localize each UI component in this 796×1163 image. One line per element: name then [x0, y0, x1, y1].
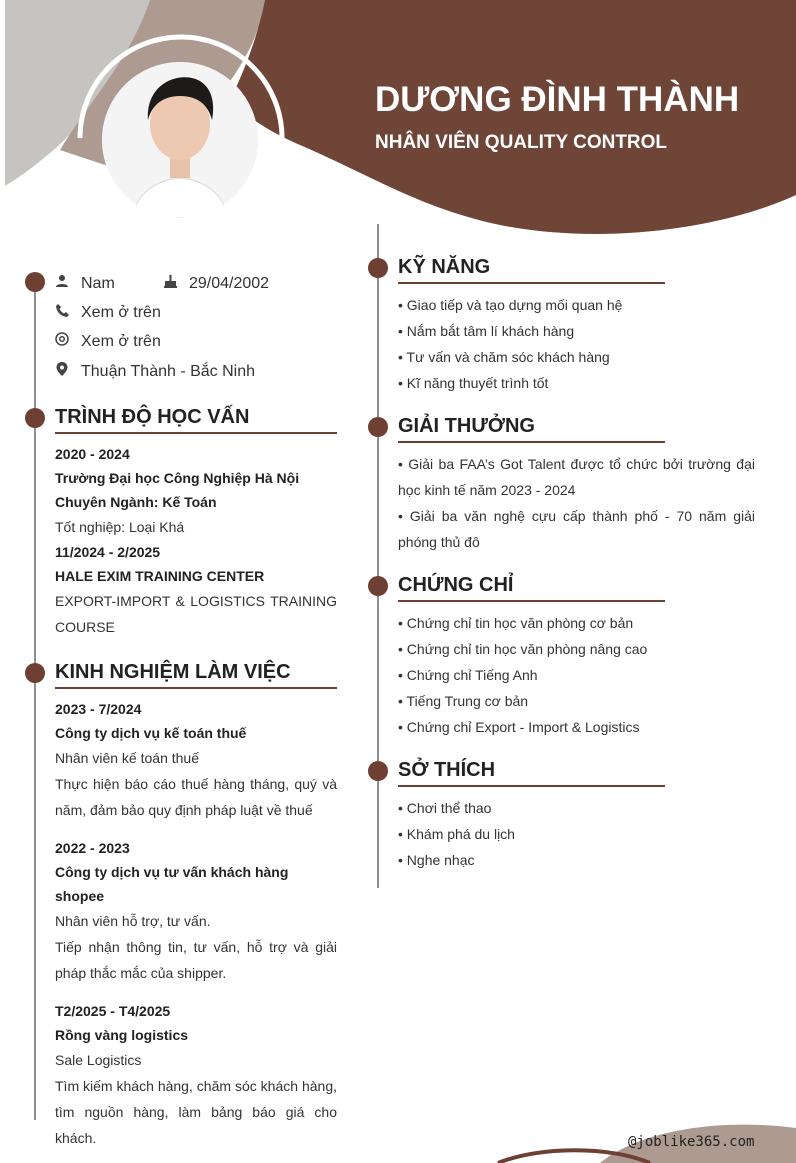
experience-position: Nhân viên hỗ trợ, tư vấn. [55, 913, 211, 929]
right-timeline-dot-certificates [368, 576, 388, 596]
list-item: • Chứng chỉ tin học văn phòng cơ bản [398, 615, 634, 631]
experience-position: Nhân viên kế toán thuế [55, 750, 199, 766]
candidate-name: DƯƠNG ĐÌNH THÀNH [375, 80, 740, 119]
skills-rule [398, 282, 665, 284]
list-item: • Kĩ năng thuyết trình tốt [398, 375, 549, 391]
skills-list [398, 292, 622, 396]
right-timeline-dot-skills [368, 258, 388, 278]
list-item: • Chứng chỉ Export - Import & Logistics [398, 719, 640, 735]
skills-title: KỸ NĂNG [398, 256, 491, 278]
experience-block [55, 697, 337, 1151]
awards-list [398, 451, 755, 555]
experience-company: Rồng vàng logistics [55, 1027, 189, 1043]
experience-position: Sale Logistics [55, 1052, 142, 1068]
list-item: • Chơi thể thao [398, 800, 492, 816]
candidate-role: NHÂN VIÊN QUALITY CONTROL [375, 132, 668, 153]
right-timeline-dot-hobbies [368, 761, 388, 781]
experience-company: Công ty dịch vụ kế toán thuế [55, 725, 247, 741]
left-timeline-dot-experience [25, 663, 45, 683]
list-item: • Nắm bắt tâm lí khách hàng [398, 323, 575, 339]
experience-rule [55, 687, 337, 689]
education-school: HALE EXIM TRAINING CENTER [55, 568, 265, 584]
contact-address-row [55, 361, 255, 382]
list-item: • Tiếng Trung cơ bản [398, 693, 529, 709]
education-course: EXPORT-IMPORT & LOGISTICS TRAINING COURSE [55, 593, 337, 635]
profile-photo [102, 62, 258, 218]
list-item: • Khám phá du lịch [398, 826, 515, 842]
experience-title: KINH NGHIỆM LÀM VIỆC [55, 661, 291, 683]
education-school: Trường Đại học Công Nghiệp Hà Nội [55, 470, 300, 486]
certificates-rule [398, 600, 665, 602]
list-item: • Chứng chỉ Tiếng Anh [398, 667, 538, 683]
experience-date: 2022 - 2023 [55, 840, 130, 856]
experience-desc: Tiếp nhận thông tin, tư vấn, hỗ trợ và giải pháp thắc mắc của shipper. [55, 939, 337, 981]
gender-value: Nam [81, 274, 115, 292]
hobbies-rule [398, 785, 665, 787]
contact-birthday-row [163, 274, 269, 294]
watermark-text: @joblike365.com [628, 1134, 755, 1150]
hobbies-list [398, 795, 515, 873]
hobbies-title: SỞ THÍCH [398, 759, 496, 781]
list-item: • Tư vấn và chăm sóc khách hàng [398, 349, 610, 365]
education-rule [55, 432, 337, 434]
education-grade: Tốt nghiệp: Loại Khá [55, 519, 185, 535]
location-pin-icon [55, 361, 75, 382]
birthday-value: 29/04/2002 [189, 275, 270, 293]
contact-gender-row [55, 274, 115, 293]
left-timeline-dot-education [25, 408, 45, 428]
user-icon [55, 274, 75, 293]
list-item: • Nghe nhạc [398, 852, 475, 868]
experience-date: 2023 - 7/2024 [55, 701, 142, 717]
experience-company: Công ty dịch vụ tư vấn khách hàng shopee [55, 864, 289, 904]
experience-desc: Thực hiện báo cáo thuế hàng tháng, quý và năm, đảm bảo quy định pháp luật về thuế [55, 776, 337, 818]
list-item: • Chứng chỉ tin học văn phòng nâng cao [398, 641, 648, 657]
experience-date: T2/2025 - T4/2025 [55, 1003, 171, 1019]
education-date: 2020 - 2024 [55, 446, 130, 462]
education-date: 11/2024 - 2/2025 [55, 544, 161, 560]
contact-email-row [55, 332, 161, 351]
awards-title: GIẢI THƯỞNG [398, 415, 535, 437]
left-timeline-dot-contact [25, 272, 45, 292]
education-major: Chuyên Ngành: Kế Toán [55, 494, 217, 510]
contact-phone-row [55, 303, 161, 323]
education-block [55, 442, 337, 640]
address-value: Thuận Thành - Bắc Ninh [81, 362, 256, 380]
list-item: • Giải ba FAA’s Got Talent được tổ chức bởi trường đại học kinh tế năm 2023 - 2024 [398, 456, 755, 498]
education-title: TRÌNH ĐỘ HỌC VẤN [55, 406, 250, 428]
at-icon [55, 332, 75, 351]
right-timeline-line [377, 224, 379, 888]
certificates-title: CHỨNG CHỈ [398, 574, 514, 596]
list-item: • Giải ba văn nghệ cựu cấp thành phố - 70 năm giải phóng thủ đô [398, 508, 755, 550]
phone-icon [55, 303, 75, 323]
right-timeline-dot-awards [368, 417, 388, 437]
certificates-list [398, 610, 647, 740]
cake-icon [163, 274, 183, 294]
awards-rule [398, 441, 665, 443]
experience-desc: Tìm kiếm khách hàng, chăm sóc khách hàng, tìm nguồn hàng, làm bảng báo giá cho khách. [55, 1078, 337, 1146]
phone-value: Xem ở trên [81, 304, 161, 322]
list-item: • Giao tiếp và tạo dựng mối quan hệ [398, 297, 623, 313]
email-value: Xem ở trên [81, 332, 161, 350]
